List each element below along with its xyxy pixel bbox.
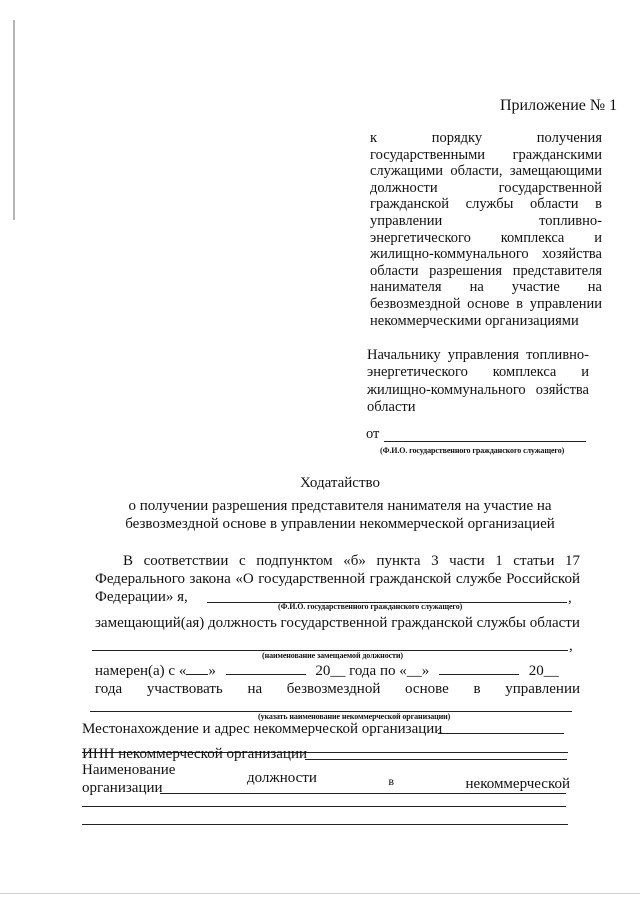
position-line-end: , <box>569 638 573 654</box>
intend-q1: » <box>208 663 216 679</box>
appendix-title: Приложение № 1 <box>500 97 618 114</box>
month2-field[interactable] <box>439 662 519 675</box>
approval-line: энергетического комплекса и <box>370 229 602 246</box>
paragraph-line: Федерации» я, <box>95 589 188 605</box>
approval-line: нанимателя на участие на <box>370 279 602 296</box>
intend-line <box>95 662 559 680</box>
position-name-word: Наименование <box>82 762 176 778</box>
position-name-fill-line-3[interactable] <box>82 824 568 825</box>
scan-bottom-artifact <box>0 893 640 894</box>
position-name-word: должности <box>246 770 317 786</box>
subject-line: безвозмездной основе в управлении некоммерческой организацией <box>125 516 555 532</box>
participate-word: участвовать <box>146 681 223 697</box>
participate-word: управлении <box>505 681 580 697</box>
approval-line: к порядку получения <box>370 130 602 146</box>
approval-line: жилищно-коммунального хозяйства <box>370 246 602 263</box>
approval-line: области разрешения представителя <box>370 262 602 279</box>
approval-line: безвозмездной основе в управлении <box>370 295 602 312</box>
scan-margin-artifact <box>13 20 15 220</box>
address-fill-line-1[interactable] <box>438 733 564 734</box>
addressee-line: Начальнику управления топливно- <box>367 347 589 363</box>
inn-fill-line[interactable] <box>305 759 567 760</box>
participate-word: на <box>247 681 263 697</box>
approval-line: должности государственной <box>370 179 602 196</box>
participate-word: года <box>95 681 123 697</box>
subject-line: о получении разрешения представителя нанимателя на участие на <box>128 498 552 514</box>
approval-line: служащими области, замещающими <box>370 163 602 180</box>
participate-line <box>95 680 580 698</box>
approval-line: некоммерческими организациями <box>370 312 579 329</box>
inn-label: ИНН некоммерческой организации <box>82 746 308 762</box>
position-name-word: некоммерческой <box>465 776 570 792</box>
addressee-line: энергетического комплекса и <box>367 364 589 381</box>
approval-line: гражданской службы области в <box>370 196 602 213</box>
from-field[interactable] <box>366 426 586 444</box>
petition-title: Ходатайство <box>300 475 380 491</box>
addressee-block <box>367 347 589 417</box>
participate-word: основе <box>405 681 449 697</box>
address-label: Местонахождение и адрес некоммерческой организации <box>82 721 443 737</box>
petition-subject <box>105 497 575 533</box>
approval-line: государственными гражданскими <box>370 146 602 163</box>
from-caption: (Ф.И.О. государственного гражданского служащего) <box>380 446 565 455</box>
paragraph-line: В соответствии с подпунктом «б» пункта 3 части 1 статьи 17 <box>123 553 580 569</box>
position-caption: (наименование замещаемой должности) <box>262 651 403 660</box>
position-line: замещающий(ая) должность государственной гражданской службы области <box>95 615 580 631</box>
paragraph-line: Федерального закона «О государственной гражданской службе Российской <box>95 571 580 587</box>
approval-line: управлении топливно- <box>370 212 602 229</box>
participate-word: безвозмездной <box>286 681 381 697</box>
month1-field[interactable] <box>226 662 306 675</box>
position-name-word: в <box>388 774 395 788</box>
fio-line-end: , <box>568 590 572 606</box>
participate-word: в <box>473 681 481 697</box>
fio-caption: (Ф.И.О. государственного гражданского служащего) <box>278 602 463 611</box>
from-fill-line[interactable] <box>384 441 586 442</box>
intend-year1: 20__ года по « <box>315 663 407 679</box>
position-name-end: организации <box>82 780 163 796</box>
intend-year2: 20__ <box>528 663 559 679</box>
addressee-line: области <box>367 399 416 416</box>
day1-field[interactable] <box>186 662 208 675</box>
addressee-line: жилищно-коммунального озяйства <box>367 381 589 398</box>
intend-q2: __» <box>406 663 430 679</box>
approval-block <box>370 130 602 329</box>
position-name-fill-line-1[interactable] <box>160 793 566 794</box>
from-label: от <box>366 426 380 442</box>
position-name-fill-line-2[interactable] <box>82 806 566 807</box>
intend-start: намерен(а) с « <box>95 663 187 679</box>
org-caption: (указать наименование некоммерческой организации) <box>258 712 451 721</box>
